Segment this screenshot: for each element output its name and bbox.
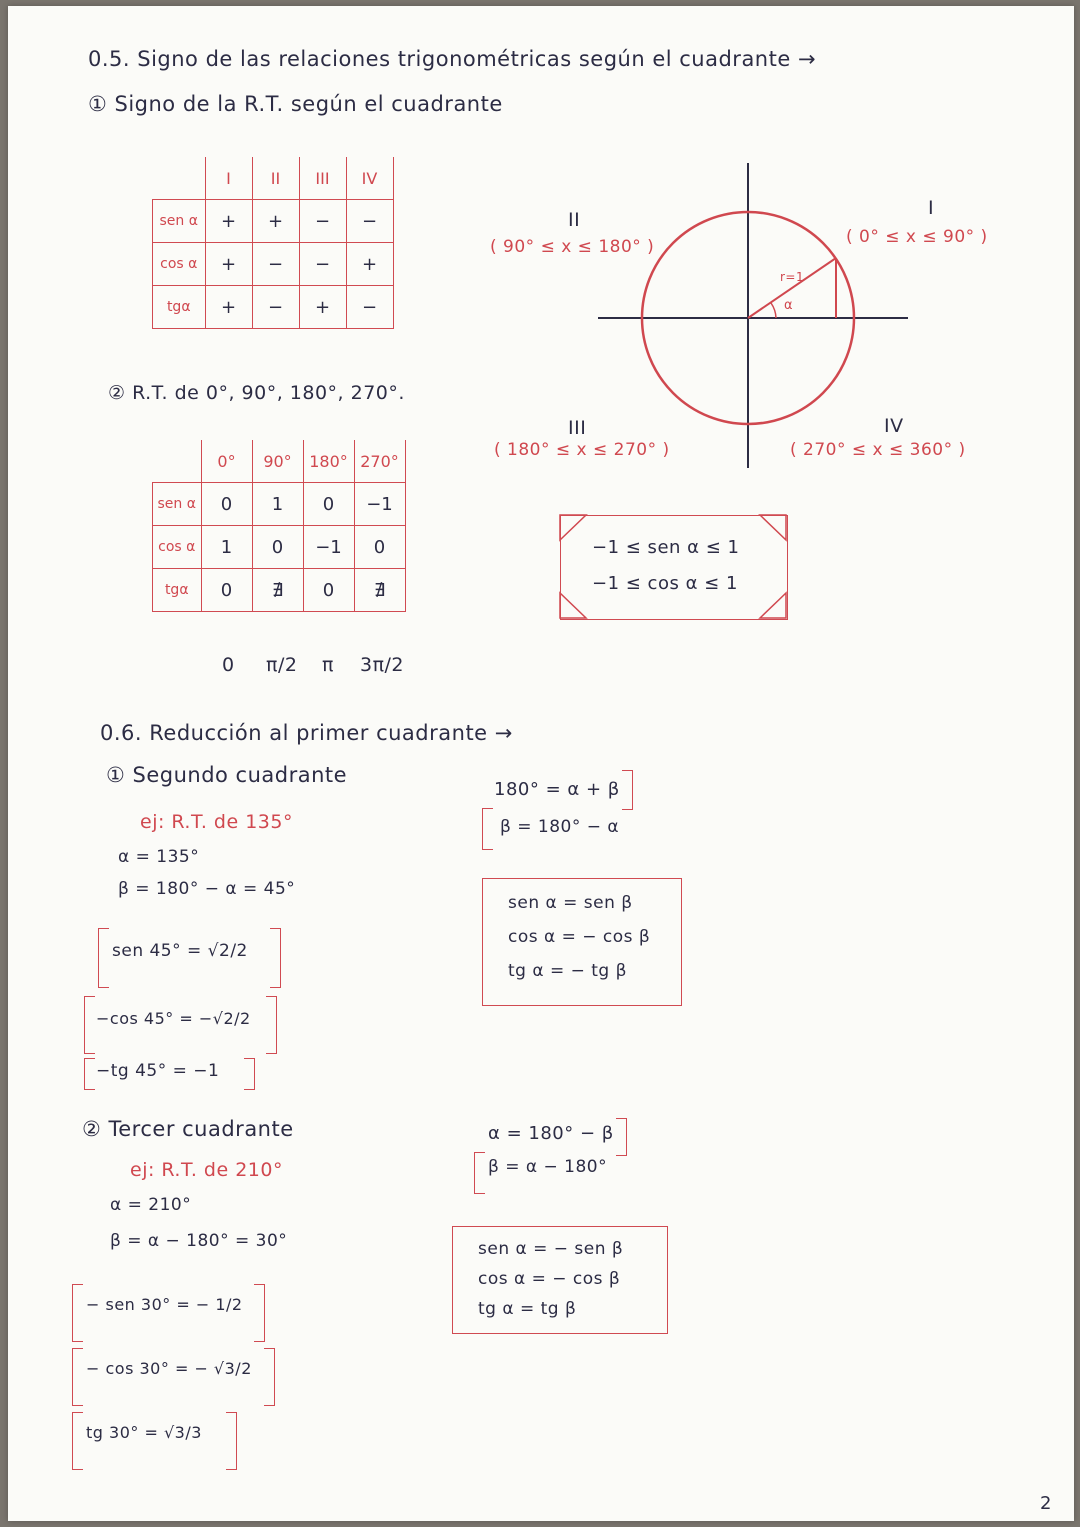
- q3-identity-cos: cos α = − cos β: [478, 1269, 621, 1289]
- angle-cell: ∄: [252, 569, 303, 612]
- angle-header: 270°: [354, 440, 405, 483]
- sign-cell: +: [205, 286, 252, 329]
- sign-cell: −: [299, 243, 346, 286]
- q2-result-cos: −cos 45° = −√2/2: [96, 1009, 251, 1028]
- q3-identity-sin: sen α = − sen β: [478, 1239, 624, 1259]
- q2-beta: β = 180° − α = 45°: [118, 879, 296, 899]
- q3-result-tg: tg 30° = √3/3: [86, 1423, 202, 1442]
- radian-label: π: [322, 654, 334, 676]
- sign-row-label: sen α: [153, 200, 206, 243]
- sign-cell: +: [299, 286, 346, 329]
- q3-identity-tg: tg α = tg β: [478, 1299, 577, 1319]
- section-05-sub1: ① Signo de la R.T. según el cuadrante: [88, 92, 503, 116]
- q2-identity-cos: cos α = − cos β: [508, 927, 651, 947]
- angle-row-label: tgα: [153, 569, 202, 612]
- sign-header: II: [252, 157, 299, 200]
- quadrant-4-range: ( 270° ≤ x ≤ 360° ): [790, 440, 966, 460]
- angle-row-label: sen α: [153, 483, 202, 526]
- q3-relation-1: α = 180° − β: [488, 1123, 614, 1144]
- angle-label: α: [784, 298, 794, 313]
- bound-sin: −1 ≤ sen α ≤ 1: [592, 537, 740, 558]
- q2-result-tg: −tg 45° = −1: [96, 1061, 220, 1081]
- q2-example: ej: R.T. de 135°: [140, 811, 293, 833]
- quadrant-2-label: II: [568, 209, 581, 231]
- q3-example: ej: R.T. de 210°: [130, 1159, 283, 1181]
- quadrant-1-label: I: [928, 197, 935, 219]
- angle-row-label: cos α: [153, 526, 202, 569]
- angle-cell: −1: [303, 526, 354, 569]
- radian-label: π/2: [266, 654, 298, 676]
- q2-result-sin: sen 45° = √2/2: [112, 941, 248, 961]
- angle-header: 180°: [303, 440, 354, 483]
- radius-label: r=1: [780, 270, 805, 284]
- angle-header: 0°: [201, 440, 252, 483]
- q2-heading: ① Segundo cuadrante: [106, 763, 348, 787]
- q2-identity-tg: tg α = − tg β: [508, 961, 627, 981]
- q3-beta: β = α − 180° = 30°: [110, 1231, 288, 1251]
- sign-row-label: tgα: [153, 286, 206, 329]
- q3-alpha: α = 210°: [110, 1195, 192, 1215]
- q2-relation-2: β = 180° − α: [500, 817, 620, 837]
- angle-cell: 0: [201, 483, 252, 526]
- q3-heading: ② Tercer cuadrante: [82, 1117, 294, 1141]
- sign-cell: −: [346, 286, 393, 329]
- q2-alpha: α = 135°: [118, 847, 200, 867]
- sign-cell: −: [252, 286, 299, 329]
- quadrant-3-range: ( 180° ≤ x ≤ 270° ): [494, 440, 670, 460]
- q3-result-sin: − sen 30° = − 1/2: [86, 1295, 243, 1314]
- sign-cell: −: [252, 243, 299, 286]
- angle-cell: 0: [252, 526, 303, 569]
- radian-label: 3π/2: [360, 654, 405, 676]
- angle-cell: 0: [201, 569, 252, 612]
- quadrant-4-label: IV: [884, 415, 904, 437]
- angle-header: 90°: [252, 440, 303, 483]
- angle-cell: 0: [354, 526, 405, 569]
- angle-cell: 1: [201, 526, 252, 569]
- angle-arc: [771, 303, 776, 318]
- sign-cell: +: [205, 200, 252, 243]
- sign-header: IV: [346, 157, 393, 200]
- quadrant-3-label: III: [568, 417, 587, 439]
- section-05-sub2: ② R.T. de 0°, 90°, 180°, 270°.: [108, 382, 405, 404]
- bound-cos: −1 ≤ cos α ≤ 1: [592, 573, 738, 594]
- section-05-title: 0.5. Signo de las relaciones trigonométricas según el cuadrante →: [88, 47, 817, 71]
- angle-cell: 0: [303, 483, 354, 526]
- section-06-title: 0.6. Reducción al primer cuadrante →: [100, 721, 513, 745]
- sign-header: III: [299, 157, 346, 200]
- q3-relation-2: β = α − 180°: [488, 1157, 608, 1177]
- bounds-box: [560, 515, 788, 620]
- q3-result-cos: − cos 30° = − √3/2: [86, 1359, 252, 1378]
- q2-identity-sin: sen α = sen β: [508, 893, 633, 913]
- page-number: 2: [1040, 1493, 1052, 1514]
- sign-cell: +: [346, 243, 393, 286]
- angle-cell: ∄: [354, 569, 405, 612]
- sign-cell: −: [299, 200, 346, 243]
- sign-cell: +: [205, 243, 252, 286]
- q2-relation-1: 180° = α + β: [494, 779, 620, 800]
- sign-row-label: cos α: [153, 243, 206, 286]
- angle-cell: 0: [303, 569, 354, 612]
- quadrant-1-range: ( 0° ≤ x ≤ 90° ): [846, 227, 988, 247]
- sign-header: I: [205, 157, 252, 200]
- angle-cell: 1: [252, 483, 303, 526]
- radian-label: 0: [222, 654, 235, 676]
- quadrant-2-range: ( 90° ≤ x ≤ 180° ): [490, 237, 655, 257]
- sign-cell: +: [252, 200, 299, 243]
- angle-cell: −1: [354, 483, 405, 526]
- sign-cell: −: [346, 200, 393, 243]
